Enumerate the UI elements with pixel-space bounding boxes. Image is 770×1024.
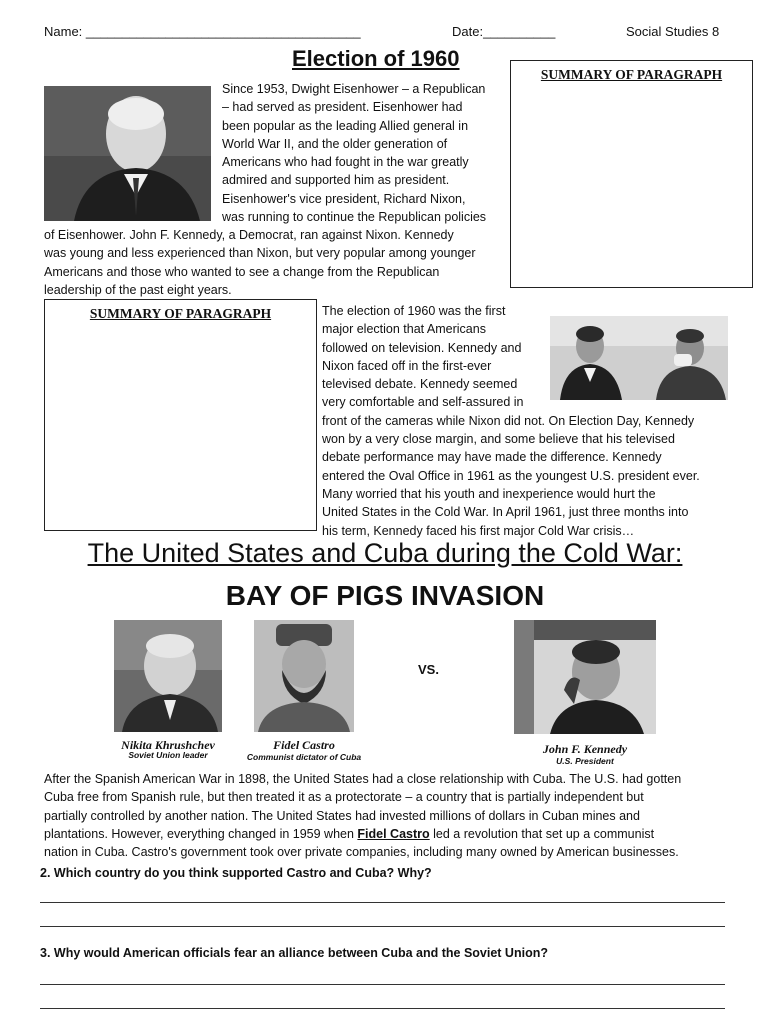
paragraph-line: debate performance may have made the difference. Kennedy (322, 450, 662, 465)
paragraph-line: United States in the Cold War. In April 1961, just three months into (322, 505, 689, 520)
paragraph-line: leadership of the past eight years. (44, 282, 232, 297)
kennedy-photo (514, 620, 656, 734)
eisenhower-paragraph-top (222, 80, 486, 226)
paragraph-line: After the Spanish American War in 1898, the United States had a close relationship with Cuba. The U.S. had gotten (44, 772, 682, 786)
paragraph-line: partially controlled by another nation. The United States had invested millions of dollars in Cuban mines and (44, 808, 640, 823)
paragraph-line: major election that Americans (322, 322, 486, 337)
summary-box-2[interactable] (44, 299, 317, 531)
answer-line[interactable] (40, 984, 725, 985)
kennedy-role: U.S. President (556, 756, 614, 766)
castro-role: Communist dictator of Cuba (246, 752, 362, 762)
paragraph-line: Americans who had fought in the war greatly (222, 155, 469, 170)
paragraph-line: won by a very close margin, and some believe that his televised (322, 432, 675, 447)
paragraph-line: Eisenhower's vice president, Richard Nixon, (222, 191, 466, 206)
khrushchev-role-clip (104, 750, 232, 759)
paragraph-line: Americans and those who wanted to see a change from the Republican (44, 264, 440, 279)
paragraph-line: was young and less experienced than Nixon, but very popular among younger (44, 246, 476, 261)
paragraph-line: Many worried that his youth and inexperience would hurt the (322, 486, 656, 501)
paragraph-line: The election of 1960 was the first (322, 304, 506, 318)
paragraph-line: Since 1953, Dwight Eisenhower – a Republican (222, 82, 486, 96)
question-3: 3. Why would American officials fear an alliance between Cuba and the Soviet Union? (40, 946, 548, 960)
date-field-label: Date:__________ (452, 24, 556, 39)
page-title: Election of 1960 (292, 46, 460, 71)
versus-label: VS. (418, 662, 439, 677)
eisenhower-paragraph-bottom (44, 226, 476, 299)
paragraph-line (44, 825, 681, 843)
kennedy-caption: John F. Kennedy (542, 742, 628, 756)
paragraph-line: followed on television. Kennedy and (322, 340, 522, 355)
paragraph-line: of Eisenhower. John F. Kennedy, a Democrat, ran against Nixon. Kennedy (44, 228, 454, 242)
paragraph-line: nation in Cuba. Castro's government took over private companies, including many owned by American businesses. (44, 845, 679, 860)
answer-line[interactable] (40, 1008, 725, 1009)
paragraph-text: led a revolution that set up a communist (429, 826, 655, 841)
paragraph-line: been popular as the leading Allied general in (222, 118, 469, 133)
cold-war-heading: The United States and Cuba during the Cold War: (87, 538, 683, 568)
eisenhower-photo (44, 86, 211, 221)
fidel-castro-link[interactable]: Fidel Castro (357, 826, 430, 841)
castro-caption: Fidel Castro (273, 738, 335, 752)
course-label: Social Studies 8 (626, 24, 720, 39)
summary-box-1[interactable] (510, 60, 753, 288)
bay-of-pigs-heading: BAY OF PIGS INVASION (225, 580, 545, 611)
paragraph-line: entered the Oval Office in 1961 as the youngest U.S. president ever. (322, 468, 700, 483)
paragraph-line: was running to continue the Republican policies (222, 210, 487, 225)
name-field-label: Name: ______________________________________ (44, 24, 361, 39)
paragraph-line: televised debate. Kennedy seemed (322, 377, 518, 392)
paragraph-line: Nixon faced off in the first-ever (322, 358, 492, 373)
paragraph-line: his term, Kennedy faced his first major Cold War crisis… (322, 523, 635, 538)
cuba-paragraph (44, 770, 681, 861)
kennedy-nixon-debate-photo (550, 316, 728, 400)
paragraph-line: World War II, and the older generation of (222, 136, 448, 151)
paragraph-line: very comfortable and self-assured in (322, 395, 524, 410)
paragraph-line: front of the cameras while Nixon did not. On Election Day, Kennedy (322, 413, 695, 428)
paragraph-line: Cuba free from Spanish rule, but then treated it as a protectorate – a country that is partially independent but (44, 790, 644, 805)
summary-box-title: SUMMARY OF PARAGRAPH (540, 67, 723, 82)
question-2: 2. Which country do you think supported Castro and Cuba? Why? (40, 866, 432, 880)
khrushchev-caption: Nikita Khrushchev (121, 738, 215, 752)
khrushchev-role: Soviet Union leader (128, 750, 208, 759)
answer-line[interactable] (40, 926, 725, 927)
answer-line[interactable] (40, 902, 725, 903)
paragraph-line: – had served as president. Eisenhower had (222, 100, 463, 115)
khrushchev-photo (114, 620, 222, 732)
paragraph-text: plantations. However, everything changed in 1959 when (44, 826, 358, 841)
summary-box-title: SUMMARY OF PARAGRAPH (89, 306, 272, 321)
paragraph-line: admired and supported him as president. (222, 173, 450, 188)
castro-photo (254, 620, 354, 732)
